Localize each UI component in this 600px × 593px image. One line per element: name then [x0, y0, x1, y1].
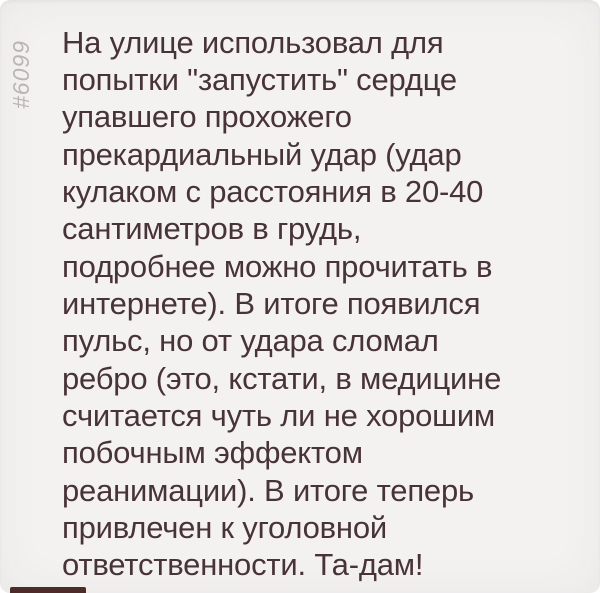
text-line: интернете). В итоге появился — [62, 285, 481, 321]
text-line: подробнее можно прочитать в — [62, 248, 493, 284]
text-line: реанимации). В итоге теперь — [62, 472, 474, 508]
post-id-label — [7, 24, 35, 124]
text-line: ответственности. Та-дам! — [62, 547, 424, 583]
text-line: прекардиальный удар (удар — [62, 136, 462, 172]
text-line: побочным эффектом — [62, 435, 363, 471]
text-line: ребро (это, кстати, в медицине — [62, 360, 502, 396]
post-text — [62, 24, 590, 584]
text-line: На улице использовал для — [62, 24, 444, 60]
bottom-left-stripe — [10, 587, 86, 593]
text-line: привлечен к уголовной — [62, 509, 388, 545]
post-id-text: #6099 — [7, 39, 34, 109]
text-line: упавшего прохожего — [62, 99, 352, 135]
text-line: попытки "запустить" сердце — [62, 61, 457, 97]
text-line: пульс, но от удара сломал — [62, 323, 439, 359]
text-line: кулаком с расстояния в 20-40 — [62, 173, 484, 209]
text-line: считается чуть ли не хорошим — [62, 397, 496, 433]
text-line: сантиметров в грудь, — [62, 211, 362, 247]
